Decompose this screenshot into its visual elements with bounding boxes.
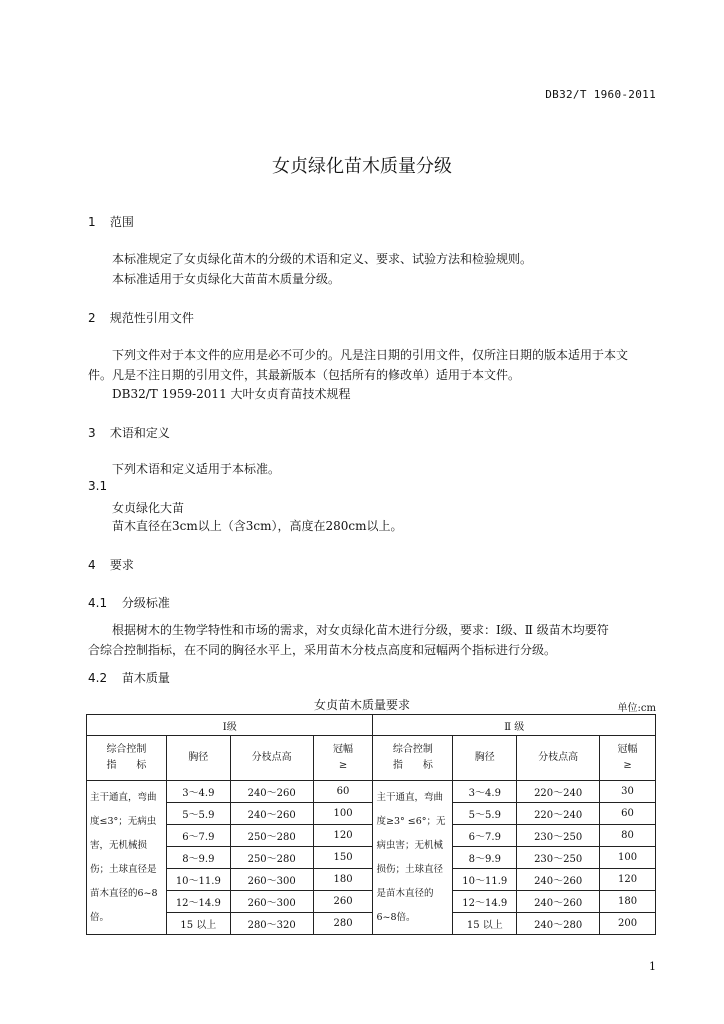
- section-number: 3: [88, 426, 96, 440]
- section-number: 4.2: [88, 671, 108, 685]
- paragraph: 本标准适用于女贞绿化大苗苗木质量分级。: [112, 272, 341, 286]
- table-row: [87, 847, 656, 869]
- col-crown: [600, 736, 656, 781]
- cell-crown: 260: [313, 891, 373, 913]
- term-name: 女贞绿化大苗: [112, 501, 185, 515]
- section-title: 规范性引用文件: [109, 311, 194, 325]
- cell-dbh: 8～9.9: [453, 847, 517, 869]
- section-title: 苗木质量: [121, 671, 170, 685]
- cell-branch: 250～280: [230, 825, 313, 847]
- section-3-heading: [88, 424, 170, 441]
- grade-2-control-desc: 主干通直，弯曲度≥3° ≤6°；无病虫害；无机械损伤；土球直径是苗木直径的6~8倍。: [373, 781, 453, 935]
- cell-dbh: 12～14.9: [166, 891, 230, 913]
- term-definition: 苗木直径在3cm以上（含3cm），高度在280cm以上。: [112, 519, 403, 533]
- cell-dbh: 12～14.9: [453, 891, 517, 913]
- standard-code: DB32/T 1960-2011: [545, 88, 656, 101]
- section-2-heading: [88, 309, 194, 326]
- section-title: 分级标准: [121, 596, 170, 610]
- cell-dbh: 10～11.9: [166, 869, 230, 891]
- col-dbh: 胸径: [166, 736, 230, 781]
- section-4-1-heading: [88, 594, 170, 611]
- cell-branch: 280～320: [230, 913, 313, 935]
- page-number: 1: [649, 960, 656, 973]
- section-1-heading: [88, 213, 134, 230]
- paragraph: 本标准规定了女贞绿化苗木的分级的术语和定义、要求、试验方法和检验规则。: [112, 252, 533, 266]
- table-unit: 单位:cm: [617, 703, 656, 714]
- col-branch-height: 分枝点高: [230, 736, 313, 781]
- cell-dbh: 5～5.9: [453, 803, 517, 825]
- cell-branch: 260～300: [230, 869, 313, 891]
- cell-branch: 240～260: [230, 781, 313, 803]
- cell-dbh: 3～4.9: [166, 781, 230, 803]
- paragraph: 件。凡是不注日期的引用文件，其最新版本（包括所有的修改单）适用于本文件。: [88, 368, 521, 382]
- cell-crown: 200: [600, 913, 656, 935]
- term-number: 3.1: [88, 479, 108, 493]
- section-number: 2: [88, 311, 96, 325]
- cell-dbh: 10～11.9: [453, 869, 517, 891]
- col-label: ≥: [338, 760, 348, 771]
- table-row: [87, 913, 656, 935]
- cell-dbh: 3～4.9: [453, 781, 517, 803]
- quality-table: [86, 714, 656, 935]
- paragraph: 下列文件对于本文件的应用是必不可少的。凡是注日期的引用文件，仅所注日期的版本适用于本文: [112, 348, 629, 362]
- cell-branch: 250～280: [230, 847, 313, 869]
- col-label: 综合控制: [392, 744, 433, 755]
- table-row: [87, 781, 656, 803]
- section-number: 4.1: [88, 596, 108, 610]
- table-caption: 女贞苗木质量要求: [313, 698, 410, 712]
- cell-dbh: 15 以上: [453, 913, 517, 935]
- col-label: 指 标: [106, 760, 147, 771]
- paragraph: 下列术语和定义适用于本标准。: [112, 462, 281, 476]
- cell-crown: 100: [600, 847, 656, 869]
- col-label: 冠幅: [617, 744, 638, 755]
- col-control-index: [373, 736, 453, 781]
- cell-dbh: 6～7.9: [166, 825, 230, 847]
- table-row: [87, 803, 656, 825]
- cell-branch: 240～280: [517, 913, 600, 935]
- cell-crown: 80: [600, 825, 656, 847]
- section-4-2-heading: [88, 669, 170, 686]
- cell-crown: 180: [313, 869, 373, 891]
- section-title: 术语和定义: [109, 426, 170, 440]
- column-header-row: [87, 736, 656, 781]
- cell-branch: 230～250: [517, 825, 600, 847]
- grade-2-header: Ⅱ 级: [373, 715, 656, 736]
- paragraph: 根据树木的生物学特性和市场的需求，对女贞绿化苗木进行分级，要求：Ⅰ级、Ⅱ 级苗木均要符: [112, 623, 609, 637]
- section-number: 4: [88, 558, 96, 572]
- section-title: 范围: [109, 215, 134, 229]
- col-dbh: 胸径: [453, 736, 517, 781]
- cell-branch: 240～260: [517, 869, 600, 891]
- cell-branch: 230～250: [517, 847, 600, 869]
- cell-branch: 220～240: [517, 781, 600, 803]
- normative-reference: DB32/T 1959-2011 大叶女贞育苗技术规程: [112, 387, 351, 401]
- section-number: 1: [88, 215, 96, 229]
- cell-dbh: 8～9.9: [166, 847, 230, 869]
- cell-branch: 240～260: [230, 803, 313, 825]
- col-label: 指 标: [392, 760, 433, 771]
- grade-1-control-desc: 主干通直，弯曲度≤3°；无病虫害，无机械损伤；土球直径是苗木直径的6~8倍。: [87, 781, 167, 935]
- cell-crown: 60: [313, 781, 373, 803]
- cell-crown: 100: [313, 803, 373, 825]
- table-row: [87, 825, 656, 847]
- table-row: [87, 869, 656, 891]
- cell-crown: 120: [600, 869, 656, 891]
- cell-branch: 220～240: [517, 803, 600, 825]
- paragraph: 合综合控制指标，在不同的胸径水平上，采用苗木分枝点高度和冠幅两个指标进行分级。: [88, 643, 557, 657]
- cell-dbh: 5～5.9: [166, 803, 230, 825]
- cell-branch: 240～260: [517, 891, 600, 913]
- cell-branch: 260～300: [230, 891, 313, 913]
- section-4-heading: [88, 556, 134, 573]
- document-title: 女贞绿化苗木质量分级: [272, 156, 452, 177]
- cell-crown: 120: [313, 825, 373, 847]
- cell-crown: 280: [313, 913, 373, 935]
- col-label: 综合控制: [106, 744, 147, 755]
- grade-header-row: [87, 715, 656, 736]
- cell-dbh: 15 以上: [166, 913, 230, 935]
- section-title: 要求: [109, 558, 134, 572]
- col-control-index: [87, 736, 167, 781]
- table-row: [87, 891, 656, 913]
- cell-crown: 30: [600, 781, 656, 803]
- cell-crown: 60: [600, 803, 656, 825]
- col-label: 冠幅: [333, 744, 354, 755]
- col-crown: [313, 736, 373, 781]
- col-label: ≥: [623, 760, 632, 771]
- col-branch-height: 分枝点高: [517, 736, 600, 781]
- cell-crown: 150: [313, 847, 373, 869]
- cell-crown: 180: [600, 891, 656, 913]
- cell-dbh: 6～7.9: [453, 825, 517, 847]
- grade-1-header: Ⅰ级: [87, 715, 373, 736]
